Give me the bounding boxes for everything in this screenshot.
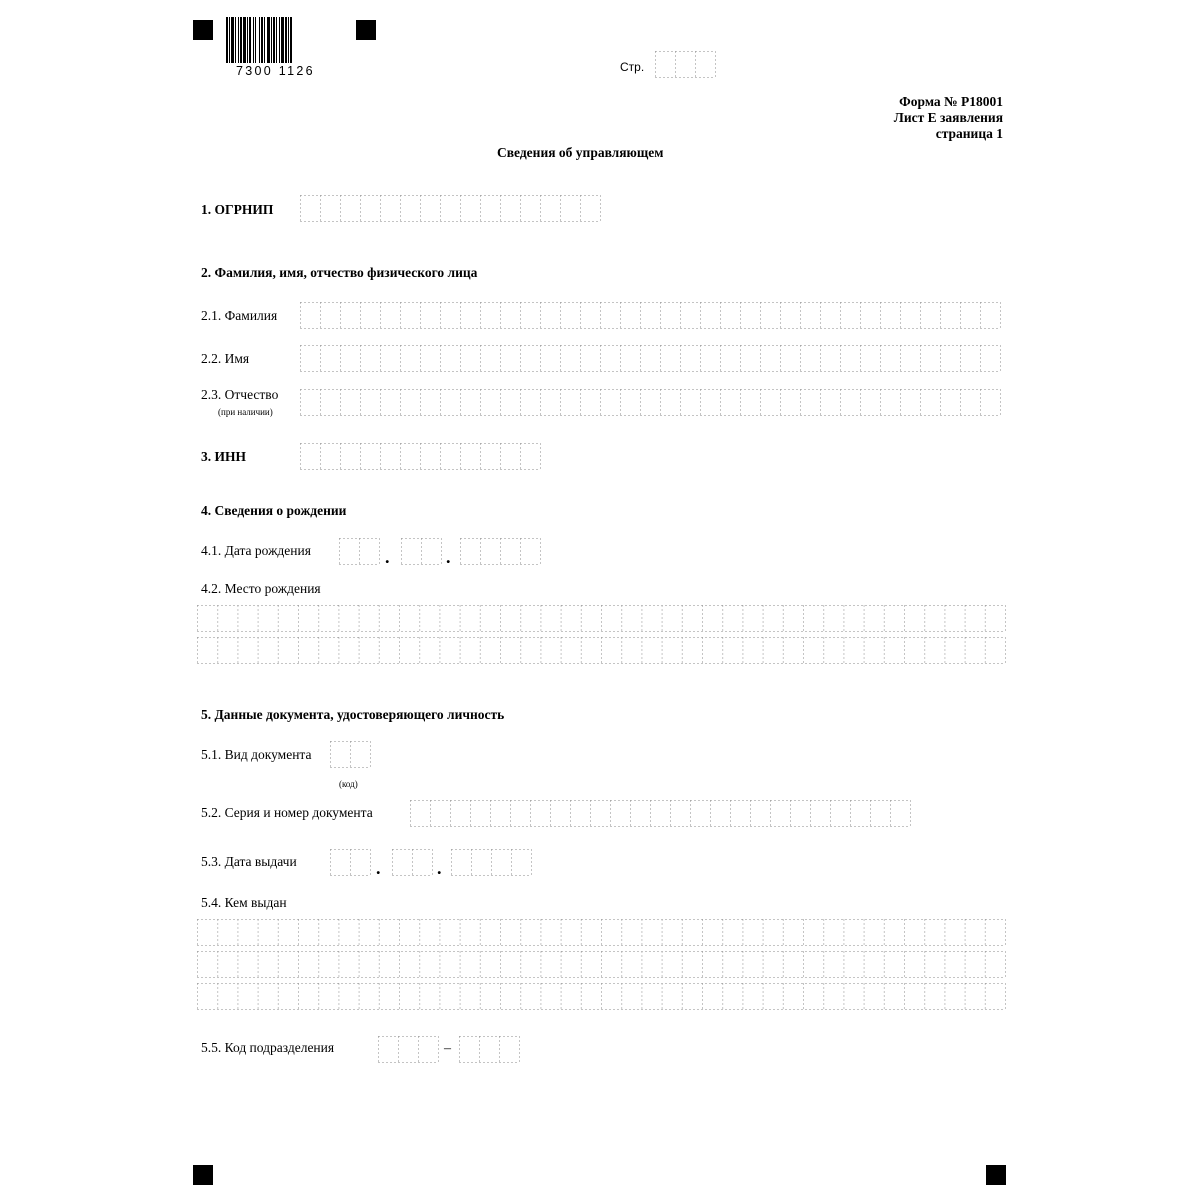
issued-by-label: 5.4. Кем выдан <box>201 895 287 910</box>
inn-cells[interactable] <box>300 443 542 471</box>
subdivision-code-label: 5.5. Код подразделения <box>201 1040 335 1055</box>
document-type-label: 5.1. Вид документа <box>201 747 312 762</box>
document-type-code-cells[interactable] <box>330 741 372 769</box>
document-series-number-label: 5.2. Серия и номер документа <box>201 805 373 820</box>
form-number: Форма № Р18001 <box>899 94 1003 109</box>
page-number-cells[interactable] <box>655 51 717 79</box>
name-cells[interactable] <box>300 345 1002 373</box>
barcode-number: 7300 1126 <box>236 64 315 78</box>
document-series-number-cells[interactable] <box>410 800 912 828</box>
patronymic-label: 2.3. Отчество <box>201 387 279 402</box>
subdivision-code-part1-cells[interactable] <box>378 1036 440 1064</box>
issue-month-cells[interactable] <box>392 849 434 877</box>
page-title: Сведения об управляющем <box>497 145 664 160</box>
birth-day-cells[interactable] <box>339 538 381 566</box>
birth-month-cells[interactable] <box>401 538 443 566</box>
issue-date-label: 5.3. Дата выдачи <box>201 854 297 869</box>
document-type-code-note: (код) <box>339 779 358 789</box>
id-document-section-heading: 5. Данные документа, удостоверяющего личность <box>201 707 505 722</box>
corner-marker-top-right <box>356 20 376 40</box>
patronymic-note: (при наличии) <box>218 407 273 417</box>
subdivision-code-part2-cells[interactable] <box>459 1036 521 1064</box>
birth-date-dot-2: . <box>446 547 451 567</box>
form-page: страница 1 <box>935 126 1003 141</box>
surname-cells[interactable] <box>300 302 1002 330</box>
patronymic-cells[interactable] <box>300 389 1002 417</box>
fio-section-heading: 2. Фамилия, имя, отчество физического лица <box>201 265 478 280</box>
birth-date-label: 4.1. Дата рождения <box>201 543 311 558</box>
birth-date-dot-1: . <box>385 547 390 567</box>
ogrnip-cells[interactable] <box>300 195 602 223</box>
issue-date-dot-2: . <box>437 858 442 878</box>
birth-section-heading: 4. Сведения о рождении <box>201 503 347 518</box>
birth-year-cells[interactable] <box>460 538 542 566</box>
subdivision-code-dash: – <box>444 1041 451 1056</box>
issued-by-cells[interactable] <box>197 919 1007 1011</box>
corner-marker-top-left <box>193 20 213 40</box>
barcode <box>226 17 340 63</box>
surname-label: 2.1. Фамилия <box>201 308 278 323</box>
issue-day-cells[interactable] <box>330 849 372 877</box>
birth-place-label: 4.2. Место рождения <box>201 581 321 596</box>
corner-marker-bottom-right <box>986 1165 1006 1185</box>
birth-place-cells[interactable] <box>197 605 1007 665</box>
name-label: 2.2. Имя <box>201 351 250 366</box>
inn-label: 3. ИНН <box>201 449 247 464</box>
form-sheet: Лист Е заявления <box>893 110 1003 125</box>
page-label: Стр. <box>620 60 645 74</box>
issue-date-dot-1: . <box>376 858 381 878</box>
ogrnip-label: 1. ОГРНИП <box>201 202 274 217</box>
issue-year-cells[interactable] <box>451 849 533 877</box>
corner-marker-bottom-left <box>193 1165 213 1185</box>
